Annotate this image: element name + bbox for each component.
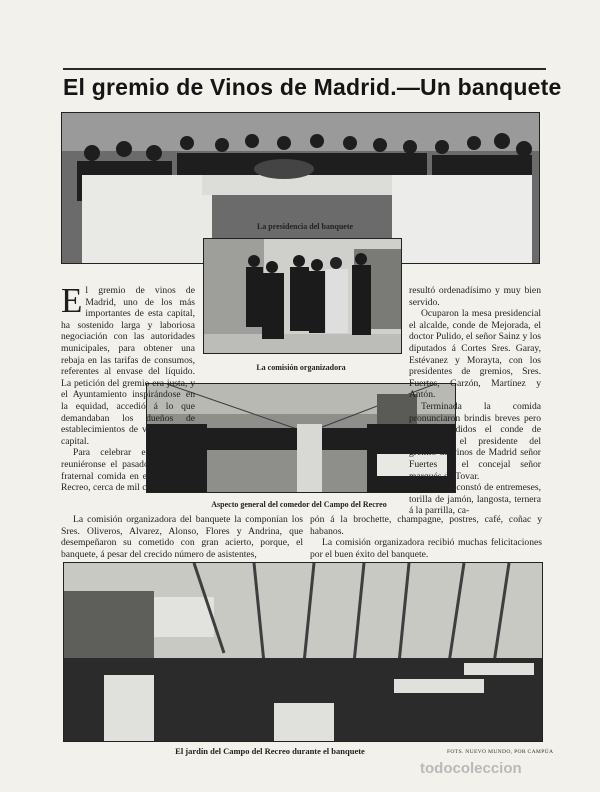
photo-jardin-image <box>64 563 542 741</box>
article-column-right <box>409 285 541 517</box>
caption-jardin: El jardín del Campo del Recreo durante el banquete <box>175 746 365 756</box>
page-title: El gremio de Vinos de Madrid.—Un banquete <box>63 74 562 100</box>
paragraph-menu-end <box>310 514 542 560</box>
paragraph-menu: El menú constó de entremeses, torilla de jamón, langosta, ternera á la parrilla, ca- <box>409 482 541 517</box>
photo-comision <box>203 238 402 354</box>
article-column-left <box>61 281 195 494</box>
paragraph-celebration: Para celebrar este triunfo, reuniéronse el pasado viernes en fraternal comida en el campo del Recreo, cerca de mil comensales. <box>61 447 195 494</box>
paragraph-congratulations: La comisión organizadora recibió muchas felicitaciones por el buen éxito del banquete. <box>310 537 542 560</box>
paragraph-intro: l gremio de vinos de Madrid, uno de los más importantes de esta capital, ha sostenido larga y laboriosa negociación con las autoridades municipales, para obtener una rebaja en las tarifas de consumos, referentes al envase del líquido. La petición del gremio era justa, y el Ayuntamiento inspirándose en la equidad, accedió á lo que demandaban los dueños de establecimientos de vinos de esta capital. <box>61 285 195 447</box>
caption-comision: La comisión organizadora <box>256 363 346 372</box>
drop-cap: E <box>61 281 83 320</box>
paragraph-menu-continued: pón á la brochette, champagne, postres, café, coñac y habanos. <box>310 514 542 537</box>
photo-comision-image <box>204 239 401 353</box>
paragraph-service: resultó ordenadísimo y muy bien servido. <box>409 285 541 308</box>
paragraph-presidential-table: Ocuparon la mesa presidencial el alcalde, conde de Mejorada, el doctor Pulido, el señor Sainz y los diputados á Cortes Sres. Garay, Estévanez y Morayta, con los presidentes de gremios, Sres. Fuertes, Garzón, Martínez y Antón. <box>409 308 541 401</box>
photo-credit: FOTS. NUEVO MUNDO, POR CAMPÚA <box>447 749 554 755</box>
caption-presidencia: La presidencia del banquete <box>256 222 354 231</box>
watermark-logo: todocoleccion <box>420 760 522 777</box>
photo-jardin <box>63 562 543 742</box>
paragraph-commission: La comisión organizadora del banquete la componían los Sres. Oliveros, Alvarez, Alonso, Flores y Andrina, que desempeñaron su cometido con gran acierto, porque, el banquete, á pesar del crecido número de asistentes, <box>61 514 303 560</box>
paragraph-toasts: Terminada la comida pronunciaron brindis breves pero muy aplaudidos el conde de Mejorada, el presidente del gremio de vinos de Madrid señor Fuertes y el concejal señor marqués de Tovar. <box>409 400 541 482</box>
caption-comedor: Aspecto general del comedor del Campo del Recreo <box>211 500 387 509</box>
header-rule <box>63 68 546 70</box>
